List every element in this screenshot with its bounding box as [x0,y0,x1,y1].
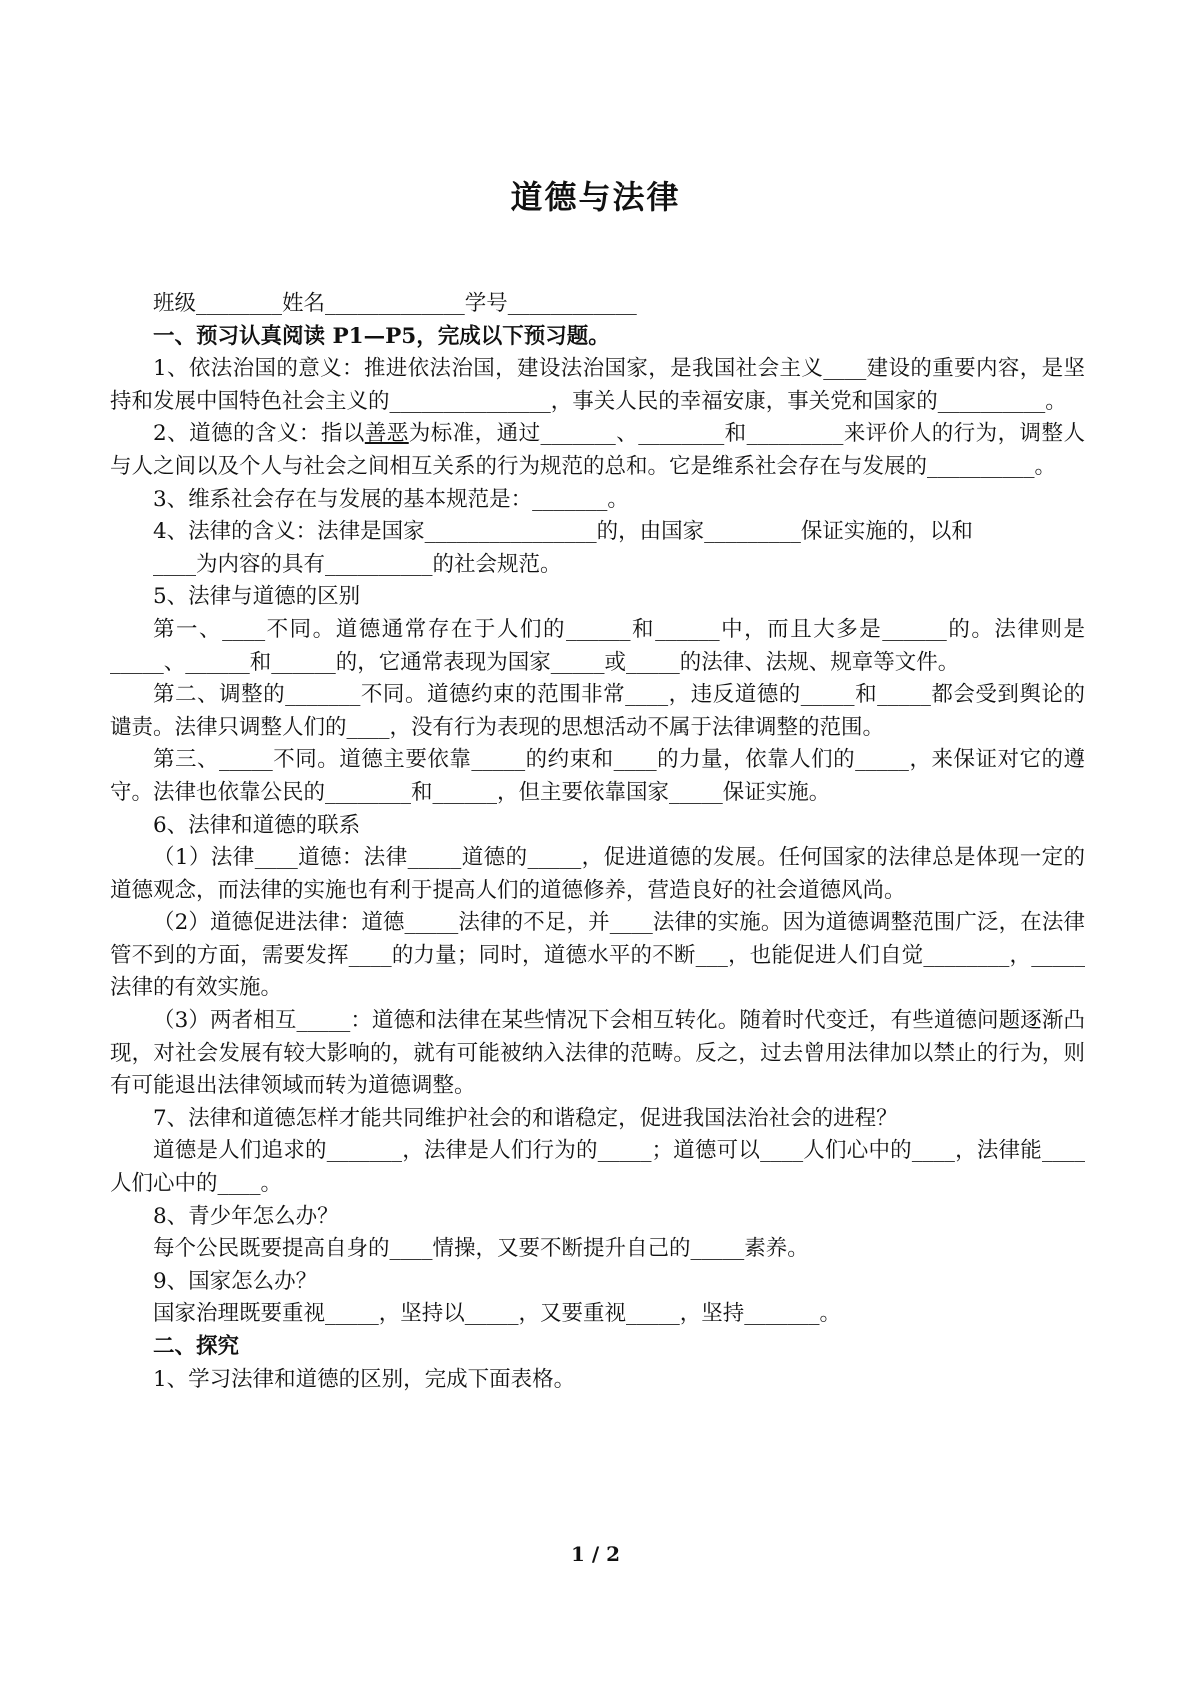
question-3: 3、维系社会存在与发展的基本规范是：_______。 [153,486,629,512]
section-heading-explore: 二、探究 [153,1334,240,1359]
question-6-part-2: （2）道德促进法律：道德_____法律的不足，并____法律的实施。因为道德调整范围广泛，在法律管不到的方面，需要发挥____的力量；同时，道德水平的不断___，也能促进人们自觉________，_____法律的有效实施。 [110,910,1085,1001]
question-5-second: 第二、调整的_______不同。道德约束的范围非常____，违反道德的_____和_____都会受到舆论的谴责。法律只调整人们的____，没有行为表现的思想活动不属于法律调整的范围。 [110,682,1085,740]
question-4-line-1: 4、法律的含义：法律是国家________________的，由国家_________保证实施的，以和 [153,519,973,545]
question-5: 5、法律与道德的区别 [153,584,361,610]
question-6-part-1: （1）法律____道德：法律_____道德的_____，促进道德的发展。任何国家的法律总是体现一定的道德观念，而法律的实施也有利于提高人们的道德修养，营造良好的社会道德风尚。 [110,845,1085,903]
document-body [110,288,1085,1396]
question-5-first: 第一、____不同。道德通常存在于人们的______和______中，而且大多是______的。法律则是_____、______和______的，它通常表现为国家_____或_____的法律、法规、规章等文件。 [110,616,1085,675]
class-blank: ________ [196,291,283,316]
id-label: 学号 [464,291,508,316]
question-8: 8、青少年怎么办？ [153,1203,339,1229]
name-blank: _____________ [325,291,465,316]
question-8-answer: 每个公民既要提高自身的____情操，又要不断提升自己的_____素养。 [153,1236,809,1262]
question-7: 7、法律和道德怎样才能共同维护社会的和谐稳定，促进我国法治社会的进程？ [153,1105,898,1131]
question-6: 6、法律和道德的联系 [153,812,361,838]
question-2-part-b: 为标准，通过_______、________和_________来评价人的行为，调整人与人之间以及个人与社会之间相互关系的行为规范的总和。它是维系社会存在与发展的__________。 [110,421,1085,479]
name-label: 姓名 [282,291,326,316]
question-4-line-2: ____为内容的具有__________的社会规范。 [153,551,562,577]
question-1: 1、依法治国的意义：推进依法治国，建设法治国家，是我国社会主义____建设的重要内容，是坚持和发展中国特色社会主义的_______________，事关人民的幸福安康，事关党和国家的__________。 [110,356,1085,414]
question-6-part-3: （3）两者相互_____：道德和法律在某些情况下会相互转化。随着时代变迁，有些道德问题逐渐凸现，对社会发展有较大影响的，就有可能被纳入法律的范畴。反之，过去曾用法律加以禁止的行为，则有可能退出法律领域而转为道德调整。 [110,1008,1085,1099]
question-7-answer: 道德是人们追求的_______，法律是人们行为的_____；道德可以____人们心中的____，法律能____人们心中的____。 [110,1138,1085,1197]
question-2-underlined: 善恶 [364,421,409,447]
page-number: 1 / 2 [570,1542,621,1566]
question-9: 9、国家怎么办？ [153,1268,318,1294]
question-2-part-a: 2、道德的含义：指以 [153,421,365,447]
question-5-third: 第三、_____不同。道德主要依靠_____的约束和____的力量，依靠人们的_____，来保证对它的遵守。法律也依靠公民的________和______，但主要依靠国家_____保证实施。 [110,747,1085,805]
header-fields [110,288,1085,321]
id-blank: ____________ [507,291,637,316]
page-title: 道德与法律 [510,178,681,216]
question-2 [110,418,1085,483]
section-heading-preview: 一、预习认真阅读 P1—P5，完成以下预习题。 [153,323,610,349]
question-9-answer: 国家治理既要重视_____，坚持以_____，又要重视_____，坚持_______。 [153,1301,842,1327]
class-label: 班级 [153,291,197,316]
explore-question-1: 1、学习法律和道德的区别，完成下面表格。 [153,1366,576,1392]
